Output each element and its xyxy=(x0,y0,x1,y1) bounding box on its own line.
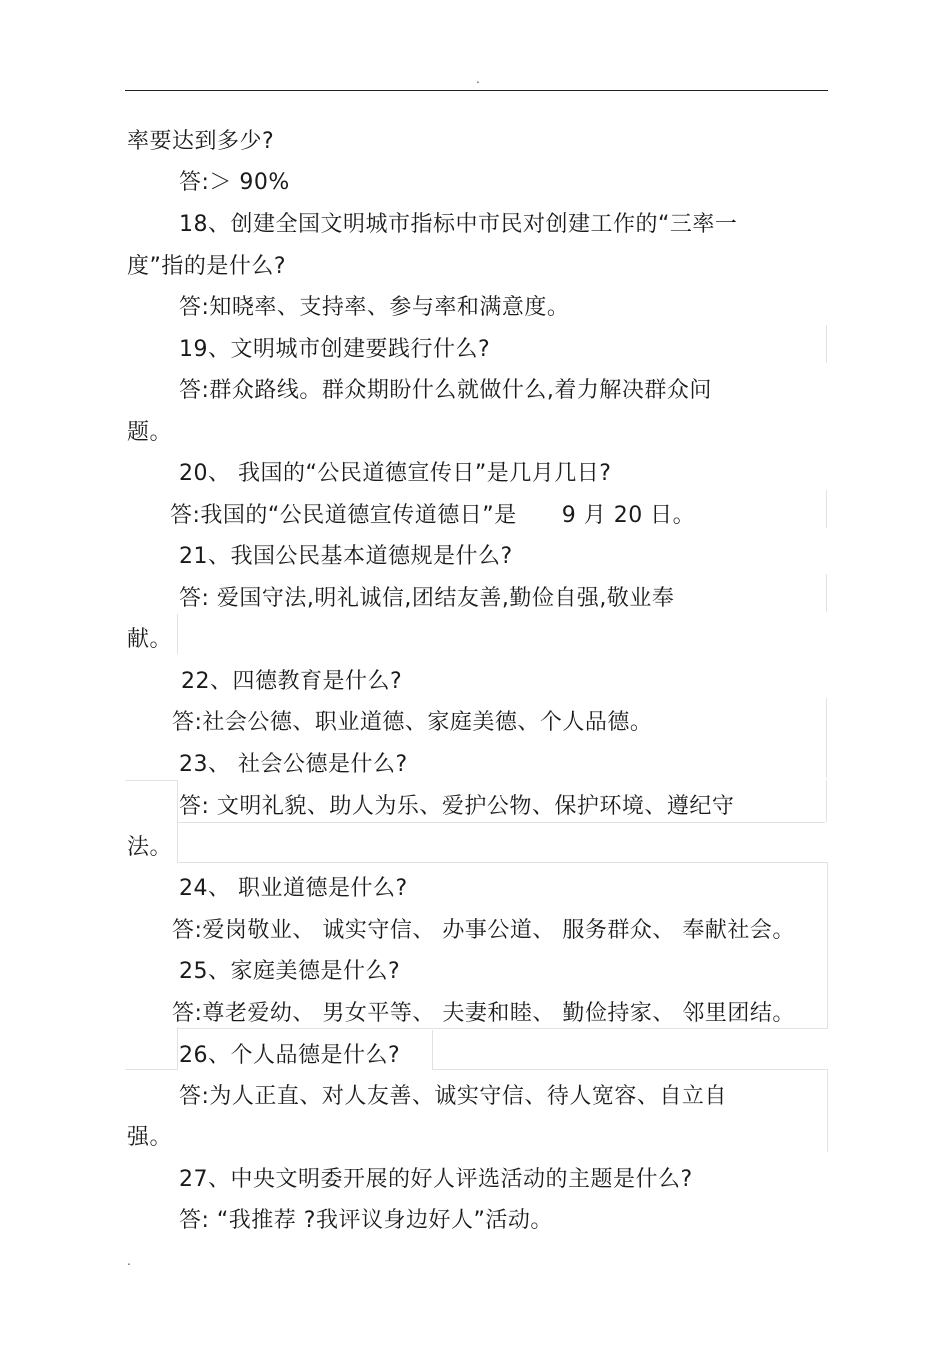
question-line: 21、我国公民基本道德规是什么? xyxy=(179,544,513,569)
scan-frame-line xyxy=(826,780,827,822)
question-line: 27、中央文明委开展的好人评选活动的主题是什么? xyxy=(179,1167,693,1192)
text-line: 法。 xyxy=(127,835,173,860)
scan-frame-line xyxy=(826,490,827,528)
answer-line: 答:群众路线。群众期盼什么就做什么,着力解决群众问 xyxy=(179,378,712,403)
answer-line: 答:尊老爱幼、 男女平等、 夫妻和睦、 勤俭持家、 邻里团结。 xyxy=(172,1001,795,1026)
answer-line: 答:＞ 90% xyxy=(179,170,290,195)
scan-frame-line xyxy=(177,822,825,823)
text-line: 率要达到多少? xyxy=(127,129,275,154)
scan-frame-line xyxy=(177,614,178,654)
question-line: 18、创建全国文明城市指标中市民对创建工作的“三率一 xyxy=(179,212,738,237)
header-mark: . xyxy=(476,72,480,86)
text-line: 题。 xyxy=(127,420,173,445)
footer-mark: . xyxy=(127,1254,131,1268)
answer-line: 答:社会公德、职业道德、家庭美德、个人品德。 xyxy=(172,710,653,735)
scan-frame-box xyxy=(125,1027,178,1070)
scan-frame-line xyxy=(826,698,827,778)
question-line: 20、 我国的“公民道德宣传日”是几月几日? xyxy=(179,461,612,486)
scan-frame-line xyxy=(826,574,827,612)
scan-frame-line xyxy=(826,325,827,363)
answer-line: 答:为人正直、对人友善、诚实守信、待人宽容、自立自 xyxy=(179,1084,727,1109)
text-line: 强。 xyxy=(127,1125,173,1150)
answer-line: 答: 爱国守法,明礼诚信,团结友善,勤俭自强,敬业奉 xyxy=(179,586,675,611)
answer-line: 答:知晓率、支持率、参与率和满意度。 xyxy=(179,295,570,320)
question-line: 19、文明城市创建要践行什么? xyxy=(179,337,491,362)
text-line: 度”指的是什么? xyxy=(127,254,287,279)
question-line: 25、家庭美德是什么? xyxy=(179,959,401,984)
answer-line: 答: 文明礼貌、助人为乐、爱护公物、保护环境、遵纪守 xyxy=(179,794,735,819)
answer-line: 答:爱岗敬业、 诚实守信、 办事公道、 服务群众、 奉献社会。 xyxy=(172,918,795,943)
answer-line: 答:我国的“公民道德宣传道德日”是 9 月 20 日。 xyxy=(170,503,696,528)
scan-frame-line xyxy=(432,1030,433,1070)
text-line: 献。 xyxy=(127,627,173,652)
question-line: 24、 职业道德是什么? xyxy=(179,876,408,901)
header-rule xyxy=(125,90,828,91)
question-line: 23、 社会公德是什么? xyxy=(179,752,408,777)
answer-line: 答: “我推荐 ?我评议身边好人”活动。 xyxy=(179,1208,553,1233)
question-line: 22、四德教育是什么? xyxy=(181,669,403,694)
question-line: 26、个人品德是什么? xyxy=(179,1043,401,1068)
